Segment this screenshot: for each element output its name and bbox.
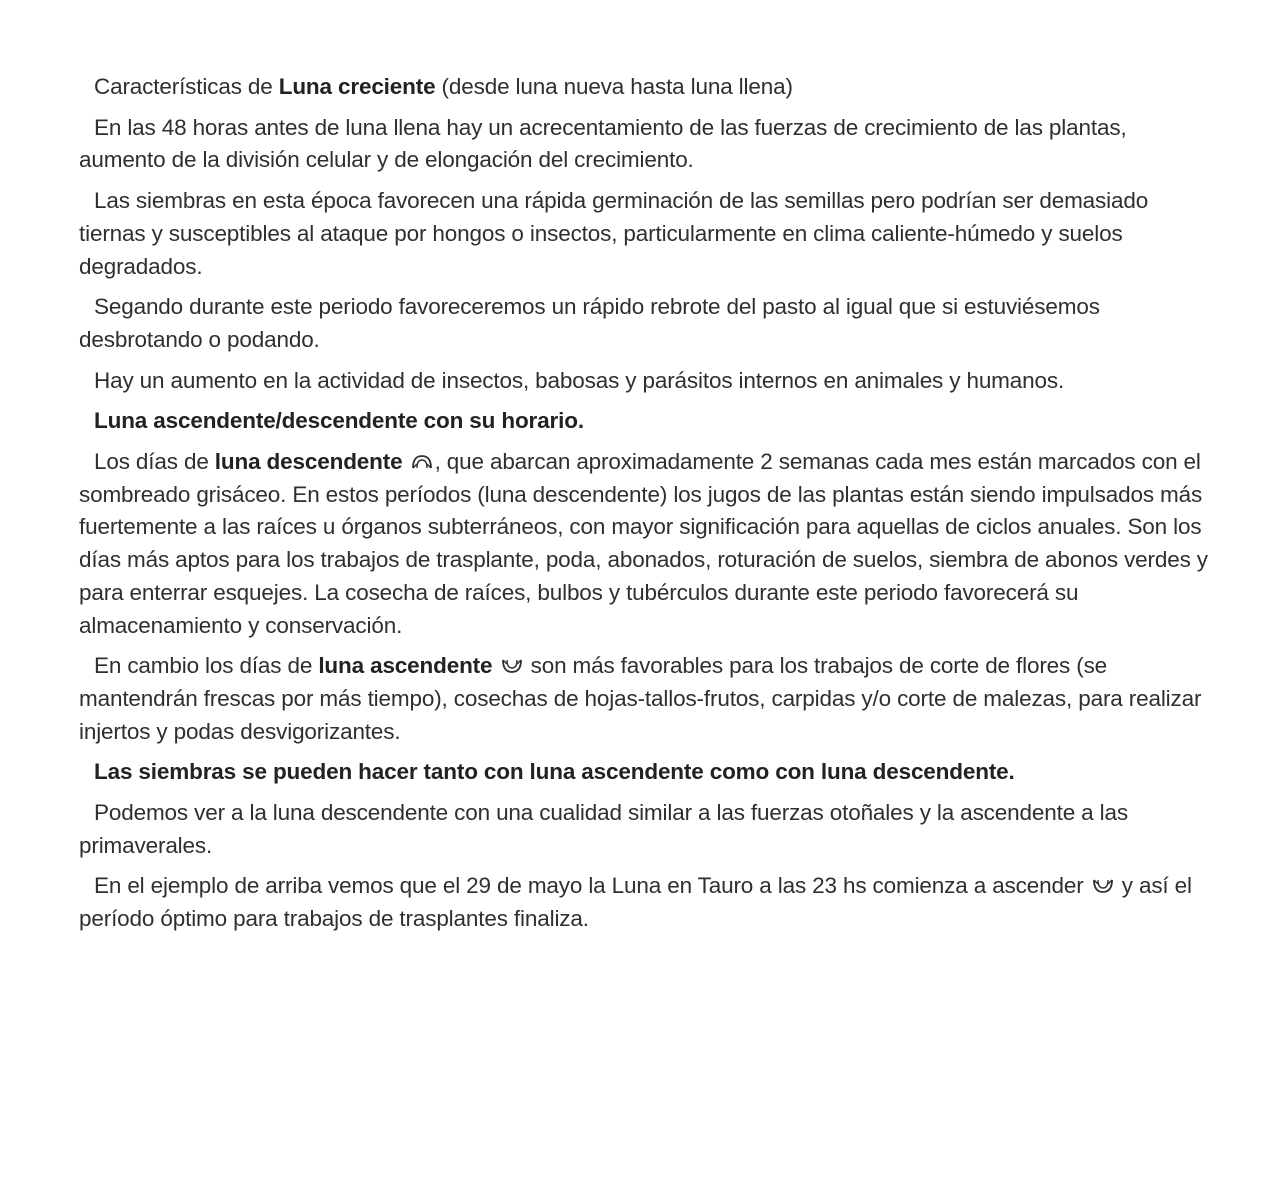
paragraph-podemos-ver: Podemos ver a la luna descendente con una cualidad similar a las fuerzas otoñales y la ascendente a las primaverales. [79, 800, 1128, 858]
paragraph-luna-creciente [79, 71, 1210, 104]
paragraph-segando: Segando durante este periodo favoreceremos un rápido rebrote del pasto al igual que si estuviésemos desbrotando o podando. [79, 294, 1100, 352]
bold-term-luna-ascendente: luna ascendente [318, 653, 493, 679]
heading-las-siembras: Las siembras se pueden hacer tanto con luna ascendente como con luna descendente. [94, 759, 1015, 785]
ascending-moon-icon [1091, 877, 1115, 895]
bold-term-luna-descendente: luna descendente [214, 449, 403, 475]
text-segment: , que abarcan aproximadamente 2 semanas cada mes están marcados con el sombreado grisáceo. En estos períodos (luna descendente) los jugos de las plantas están siendo impulsados más fuertemente a las raíces u órganos subterráneos, con mayor significación para aquellas de ciclos anuales. Son los días más aptos para los trabajos de trasplante, poda, abonados, roturación de suelos, siembra de abonos verdes y para enterrar esquejes. La cosecha de raíces, bulbos y tubérculos durante este periodo favorecerá su almacenamiento y conservación. [79, 449, 1208, 638]
ascending-moon-icon [500, 657, 524, 675]
paragraph-ejemplo-arriba [79, 870, 1210, 935]
text-segment: En cambio los días de [94, 653, 319, 679]
bold-term-luna-creciente: Luna creciente [278, 74, 436, 99]
text-segment: y así el período óptimo para trabajos de trasplantes finaliza. [79, 873, 1192, 932]
paragraph-luna-ascendente [79, 650, 1210, 748]
text-segment: Características de [94, 74, 279, 99]
text-segment: En el ejemplo de arriba vemos que el 29 de mayo la Luna en Tauro a las 23 hs comienza a ascender [94, 873, 1090, 899]
paragraph-luna-descendente [79, 446, 1210, 642]
text-segment: (desde luna nueva hasta luna llena) [435, 74, 793, 99]
paragraph-siembras-epoca: Las siembras en esta época favorecen una rápida germinación de las semillas pero podrían ser demasiado tiernas y susceptibles al ataque por hongos o insectos, particularmente en clima caliente-húmedo y suelos degradados. [79, 188, 1149, 279]
paragraph-48-horas: En las 48 horas antes de luna llena hay un acrecentamiento de las fuerzas de crecimiento de las plantas, aumento de la división celular y de elongación del crecimiento. [79, 114, 1127, 173]
heading-luna-ascendente-descendente: Luna ascendente/descendente con su horario. [94, 408, 584, 434]
text-segment: Los días de [94, 449, 215, 475]
text-segment: son más favorables para los trabajos de corte de flores (se mantendrán frescas por más tiempo), cosechas de hojas-tallos-frutos, carpidas y/o corte de malezas, para realizar injertos y podas desvigorizantes. [79, 653, 1202, 744]
paragraph-aumento-insectos: Hay un aumento en la actividad de insectos, babosas y parásitos internos en animales y humanos. [94, 367, 1065, 393]
descending-moon-icon [410, 453, 434, 471]
